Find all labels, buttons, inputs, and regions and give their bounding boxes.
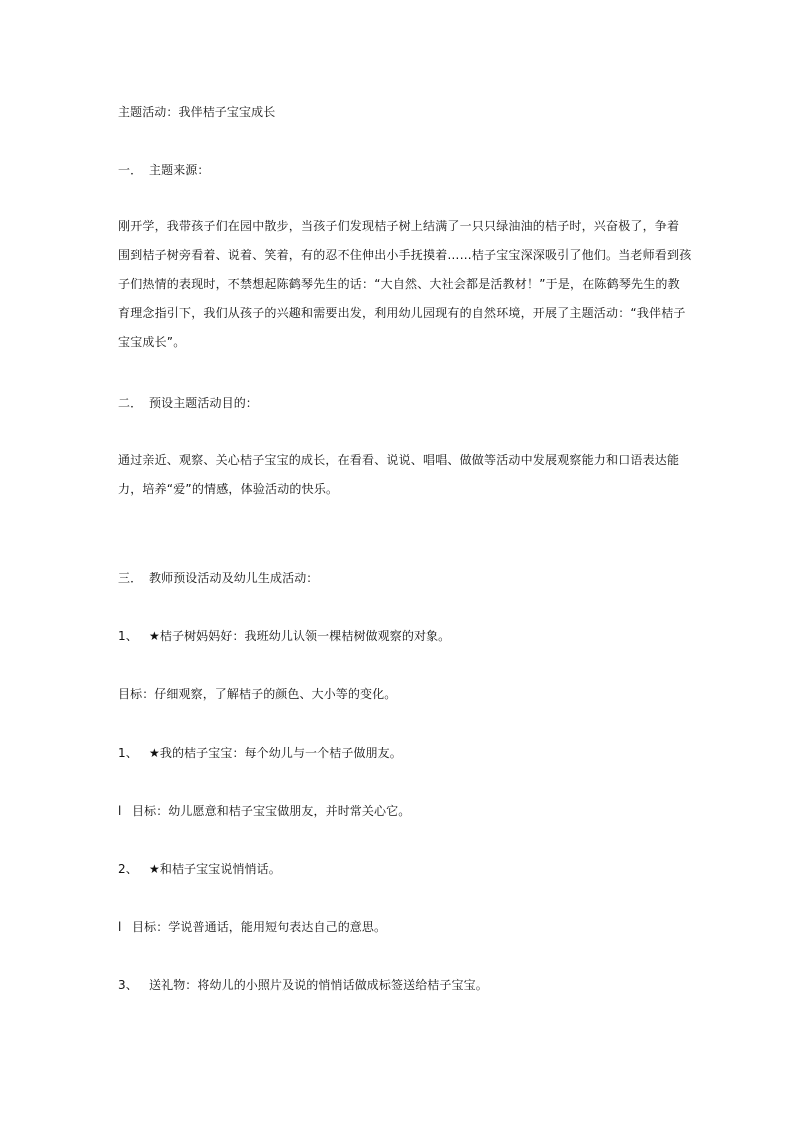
paragraph-line: 宝宝成长”。 (118, 335, 186, 349)
section-number: 三． (118, 571, 143, 585)
item-number: 2、 (118, 862, 138, 876)
paragraph-line: 刚开学，我带孩子们在园中散步，当孩子们发现桔子树上结满了一只只绿油油的桔子时，兴奋极了，争着 (118, 219, 680, 233)
paragraph-line: 通过亲近、观察、关心桔子宝宝的成长，在看看、说说、唱唱、做做等活动中发展观察能力和口语表达能 (118, 453, 680, 467)
section-number: 一． (118, 163, 143, 177)
item-text: 目标：学说普通话，能用短句表达自己的意思。 (132, 920, 387, 934)
item-text: ★和桔子宝宝说悄悄话。 (149, 862, 281, 876)
paragraph-line: 育理念指引下，我们从孩子的兴趣和需要出发，利用幼儿园现有的自然环境，开展了主题活动：“我伴桔子 (118, 306, 686, 320)
document-title: 主题活动：我伴桔子宝宝成长 (118, 105, 276, 119)
item-text: ★桔子树妈妈好：我班幼儿认领一棵桔树做观察的对象。 (149, 629, 451, 643)
section-2-paragraph (118, 446, 683, 504)
list-item (118, 803, 688, 819)
list-item (118, 861, 688, 877)
paragraph-line: 围到桔子树旁看着、说着、笑着，有的忍不住伸出小手抚摸着……桔子宝宝深深吸引了他们。当老师看到孩 (118, 248, 692, 262)
section-3-heading (118, 570, 688, 586)
section-heading-text: 预设主题活动目的： (149, 396, 258, 410)
paragraph-line: 力，培养“爱”的情感，体验活动的快乐。 (118, 482, 339, 496)
list-item (118, 977, 688, 993)
list-item (118, 919, 688, 935)
item-number: 1、 (118, 629, 138, 643)
bullet-marker: l (118, 804, 122, 818)
section-number: 二． (118, 396, 143, 410)
section-1-paragraph (118, 212, 692, 357)
item-number: 1、 (118, 746, 138, 760)
item-text: 目标：仔细观察，了解桔子的颜色、大小等的变化。 (118, 687, 397, 701)
section-heading-text: 教师预设活动及幼儿生成活动： (149, 571, 319, 585)
list-item (118, 745, 688, 761)
bullet-marker: l (118, 920, 122, 934)
item-text: ★我的桔子宝宝：每个幼儿与一个桔子做朋友。 (149, 746, 402, 760)
item-number: 3、 (118, 978, 138, 992)
section-heading-text: 主题来源： (149, 163, 210, 177)
item-text: 目标：幼儿愿意和桔子宝宝做朋友，并时常关心它。 (132, 804, 411, 818)
section-1-heading (118, 162, 688, 178)
section-2-heading (118, 395, 688, 411)
paragraph-line: 子们热情的表现时，不禁想起陈鹤琴先生的话：“大自然、大社会都是活教材！”于是，在陈鹤琴先生的教 (118, 277, 680, 291)
list-item (118, 686, 688, 702)
item-text: 送礼物：将幼儿的小照片及说的悄悄话做成标签送给桔子宝宝。 (149, 978, 488, 992)
list-item (118, 628, 688, 644)
